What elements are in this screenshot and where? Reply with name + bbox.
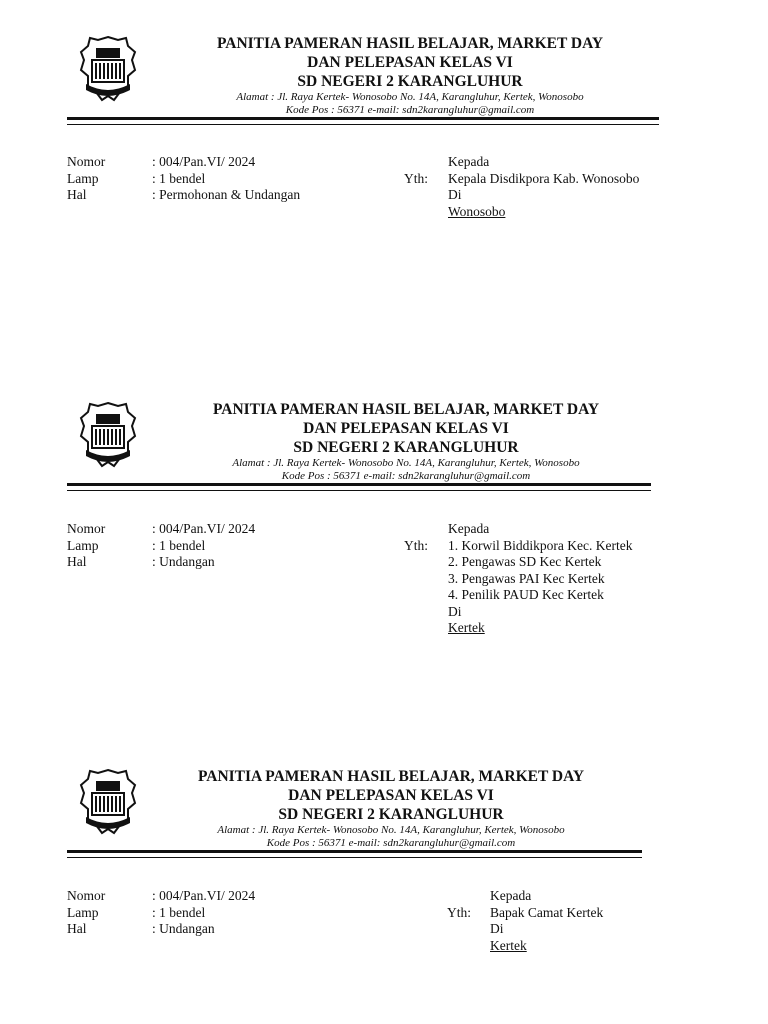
meta-row-lamp bbox=[67, 538, 255, 555]
title-line-1: PANITIA PAMERAN HASIL BELAJAR, MARKET DAY bbox=[216, 35, 604, 52]
nomor-value: : 004/Pan.VI/ 2024 bbox=[152, 888, 256, 903]
meta-row-nomor bbox=[67, 888, 255, 905]
letter-1 bbox=[0, 34, 768, 374]
recipient-line: Bapak Camat Kertek bbox=[490, 904, 604, 920]
school-crest-icon bbox=[78, 767, 138, 837]
recipient-block bbox=[490, 888, 603, 954]
di-label: Di bbox=[490, 921, 504, 936]
letter-2 bbox=[0, 400, 768, 740]
lamp-value: : 1 bendel bbox=[152, 170, 206, 186]
recipient-line: 2. Pengawas SD Kec Kertek bbox=[448, 554, 602, 569]
title-line-2: DAN PELEPASAN KELAS VI bbox=[288, 787, 494, 804]
lamp-label: Lamp bbox=[67, 904, 99, 920]
nomor-label: Nomor bbox=[67, 154, 106, 169]
contact-line: Kode Pos : 56371 e-mail: sdn2karangluhur@gmail.com bbox=[266, 837, 516, 849]
kepada-label: Kepada bbox=[448, 154, 490, 169]
recipient-block bbox=[448, 154, 639, 220]
recipient-place: Kertek bbox=[490, 937, 527, 953]
committee-title bbox=[140, 400, 672, 457]
di-label: Di bbox=[448, 187, 462, 202]
lamp-label: Lamp bbox=[67, 537, 99, 553]
title-line-2: DAN PELEPASAN KELAS VI bbox=[307, 54, 513, 71]
committee-title bbox=[140, 34, 680, 91]
yth-label: Yth: bbox=[447, 904, 472, 920]
letter-meta bbox=[67, 888, 255, 938]
school-crest-icon bbox=[78, 34, 138, 104]
hal-value: : Permohonan & Undangan bbox=[152, 187, 301, 202]
nomor-label: Nomor bbox=[67, 888, 106, 903]
hal-label: Hal bbox=[67, 187, 87, 202]
di-label: Di bbox=[448, 603, 462, 619]
committee-title bbox=[140, 767, 642, 824]
nomor-value: : 004/Pan.VI/ 2024 bbox=[152, 154, 256, 169]
hal-label: Hal bbox=[67, 921, 87, 936]
meta-row-hal bbox=[67, 554, 255, 571]
meta-row-lamp bbox=[67, 905, 255, 922]
hal-label: Hal bbox=[67, 554, 87, 569]
letter-meta bbox=[67, 521, 255, 571]
recipient-block bbox=[448, 521, 632, 637]
meta-row-nomor bbox=[67, 521, 255, 538]
title-line-1: PANITIA PAMERAN HASIL BELAJAR, MARKET DAY bbox=[212, 401, 600, 418]
contact-line: Kode Pos : 56371 e-mail: sdn2karangluhur@gmail.com bbox=[285, 104, 535, 116]
recipient-line: 3. Pengawas PAI Kec Kertek bbox=[448, 570, 605, 586]
school-crest-icon bbox=[78, 400, 138, 470]
title-line-1: PANITIA PAMERAN HASIL BELAJAR, MARKET DAY bbox=[197, 768, 585, 785]
meta-row-lamp bbox=[67, 171, 300, 188]
kepada-label: Kepada bbox=[490, 888, 532, 903]
hal-value: : Undangan bbox=[152, 554, 215, 569]
letter-meta bbox=[67, 154, 300, 204]
yth-label: Yth: bbox=[404, 170, 429, 186]
meta-row-nomor bbox=[67, 154, 300, 171]
address-block bbox=[140, 824, 642, 850]
title-line-3: SD NEGERI 2 KARANGLUHUR bbox=[293, 439, 519, 456]
recipient-place: Wonosobo bbox=[448, 203, 506, 219]
recipient-line: 4. Penilik PAUD Kec Kertek bbox=[448, 587, 604, 602]
header-divider bbox=[67, 850, 642, 858]
lamp-label: Lamp bbox=[67, 170, 99, 186]
kepada-label: Kepada bbox=[448, 521, 490, 536]
address-block bbox=[140, 457, 672, 483]
letter-3 bbox=[0, 767, 768, 1024]
hal-value: : Undangan bbox=[152, 921, 215, 936]
recipient-line: 1. Korwil Biddikpora Kec. Kertek bbox=[448, 537, 633, 553]
meta-row-hal bbox=[67, 921, 255, 938]
header-divider bbox=[67, 117, 659, 125]
address-line: Alamat : Jl. Raya Kertek- Wonosobo No. 14A, Karangluhur, Kertek, Wonosobo bbox=[217, 824, 565, 836]
title-line-2: DAN PELEPASAN KELAS VI bbox=[303, 420, 509, 437]
nomor-label: Nomor bbox=[67, 521, 106, 536]
recipient-line: Kepala Disdikpora Kab. Wonosobo bbox=[448, 170, 640, 186]
header-divider bbox=[67, 483, 651, 491]
meta-row-hal bbox=[67, 187, 300, 204]
nomor-value: : 004/Pan.VI/ 2024 bbox=[152, 521, 256, 536]
address-block bbox=[140, 91, 680, 117]
lamp-value: : 1 bendel bbox=[152, 904, 206, 920]
title-line-3: SD NEGERI 2 KARANGLUHUR bbox=[278, 806, 504, 823]
lamp-value: : 1 bendel bbox=[152, 537, 206, 553]
recipient-place: Kertek bbox=[448, 620, 485, 635]
address-line: Alamat : Jl. Raya Kertek- Wonosobo No. 14A, Karangluhur, Kertek, Wonosobo bbox=[232, 457, 580, 469]
address-line: Alamat : Jl. Raya Kertek- Wonosobo No. 14A, Karangluhur, Kertek, Wonosobo bbox=[236, 91, 584, 103]
yth-label: Yth: bbox=[404, 537, 429, 553]
title-line-3: SD NEGERI 2 KARANGLUHUR bbox=[297, 73, 523, 90]
contact-line: Kode Pos : 56371 e-mail: sdn2karangluhur@gmail.com bbox=[281, 470, 531, 482]
